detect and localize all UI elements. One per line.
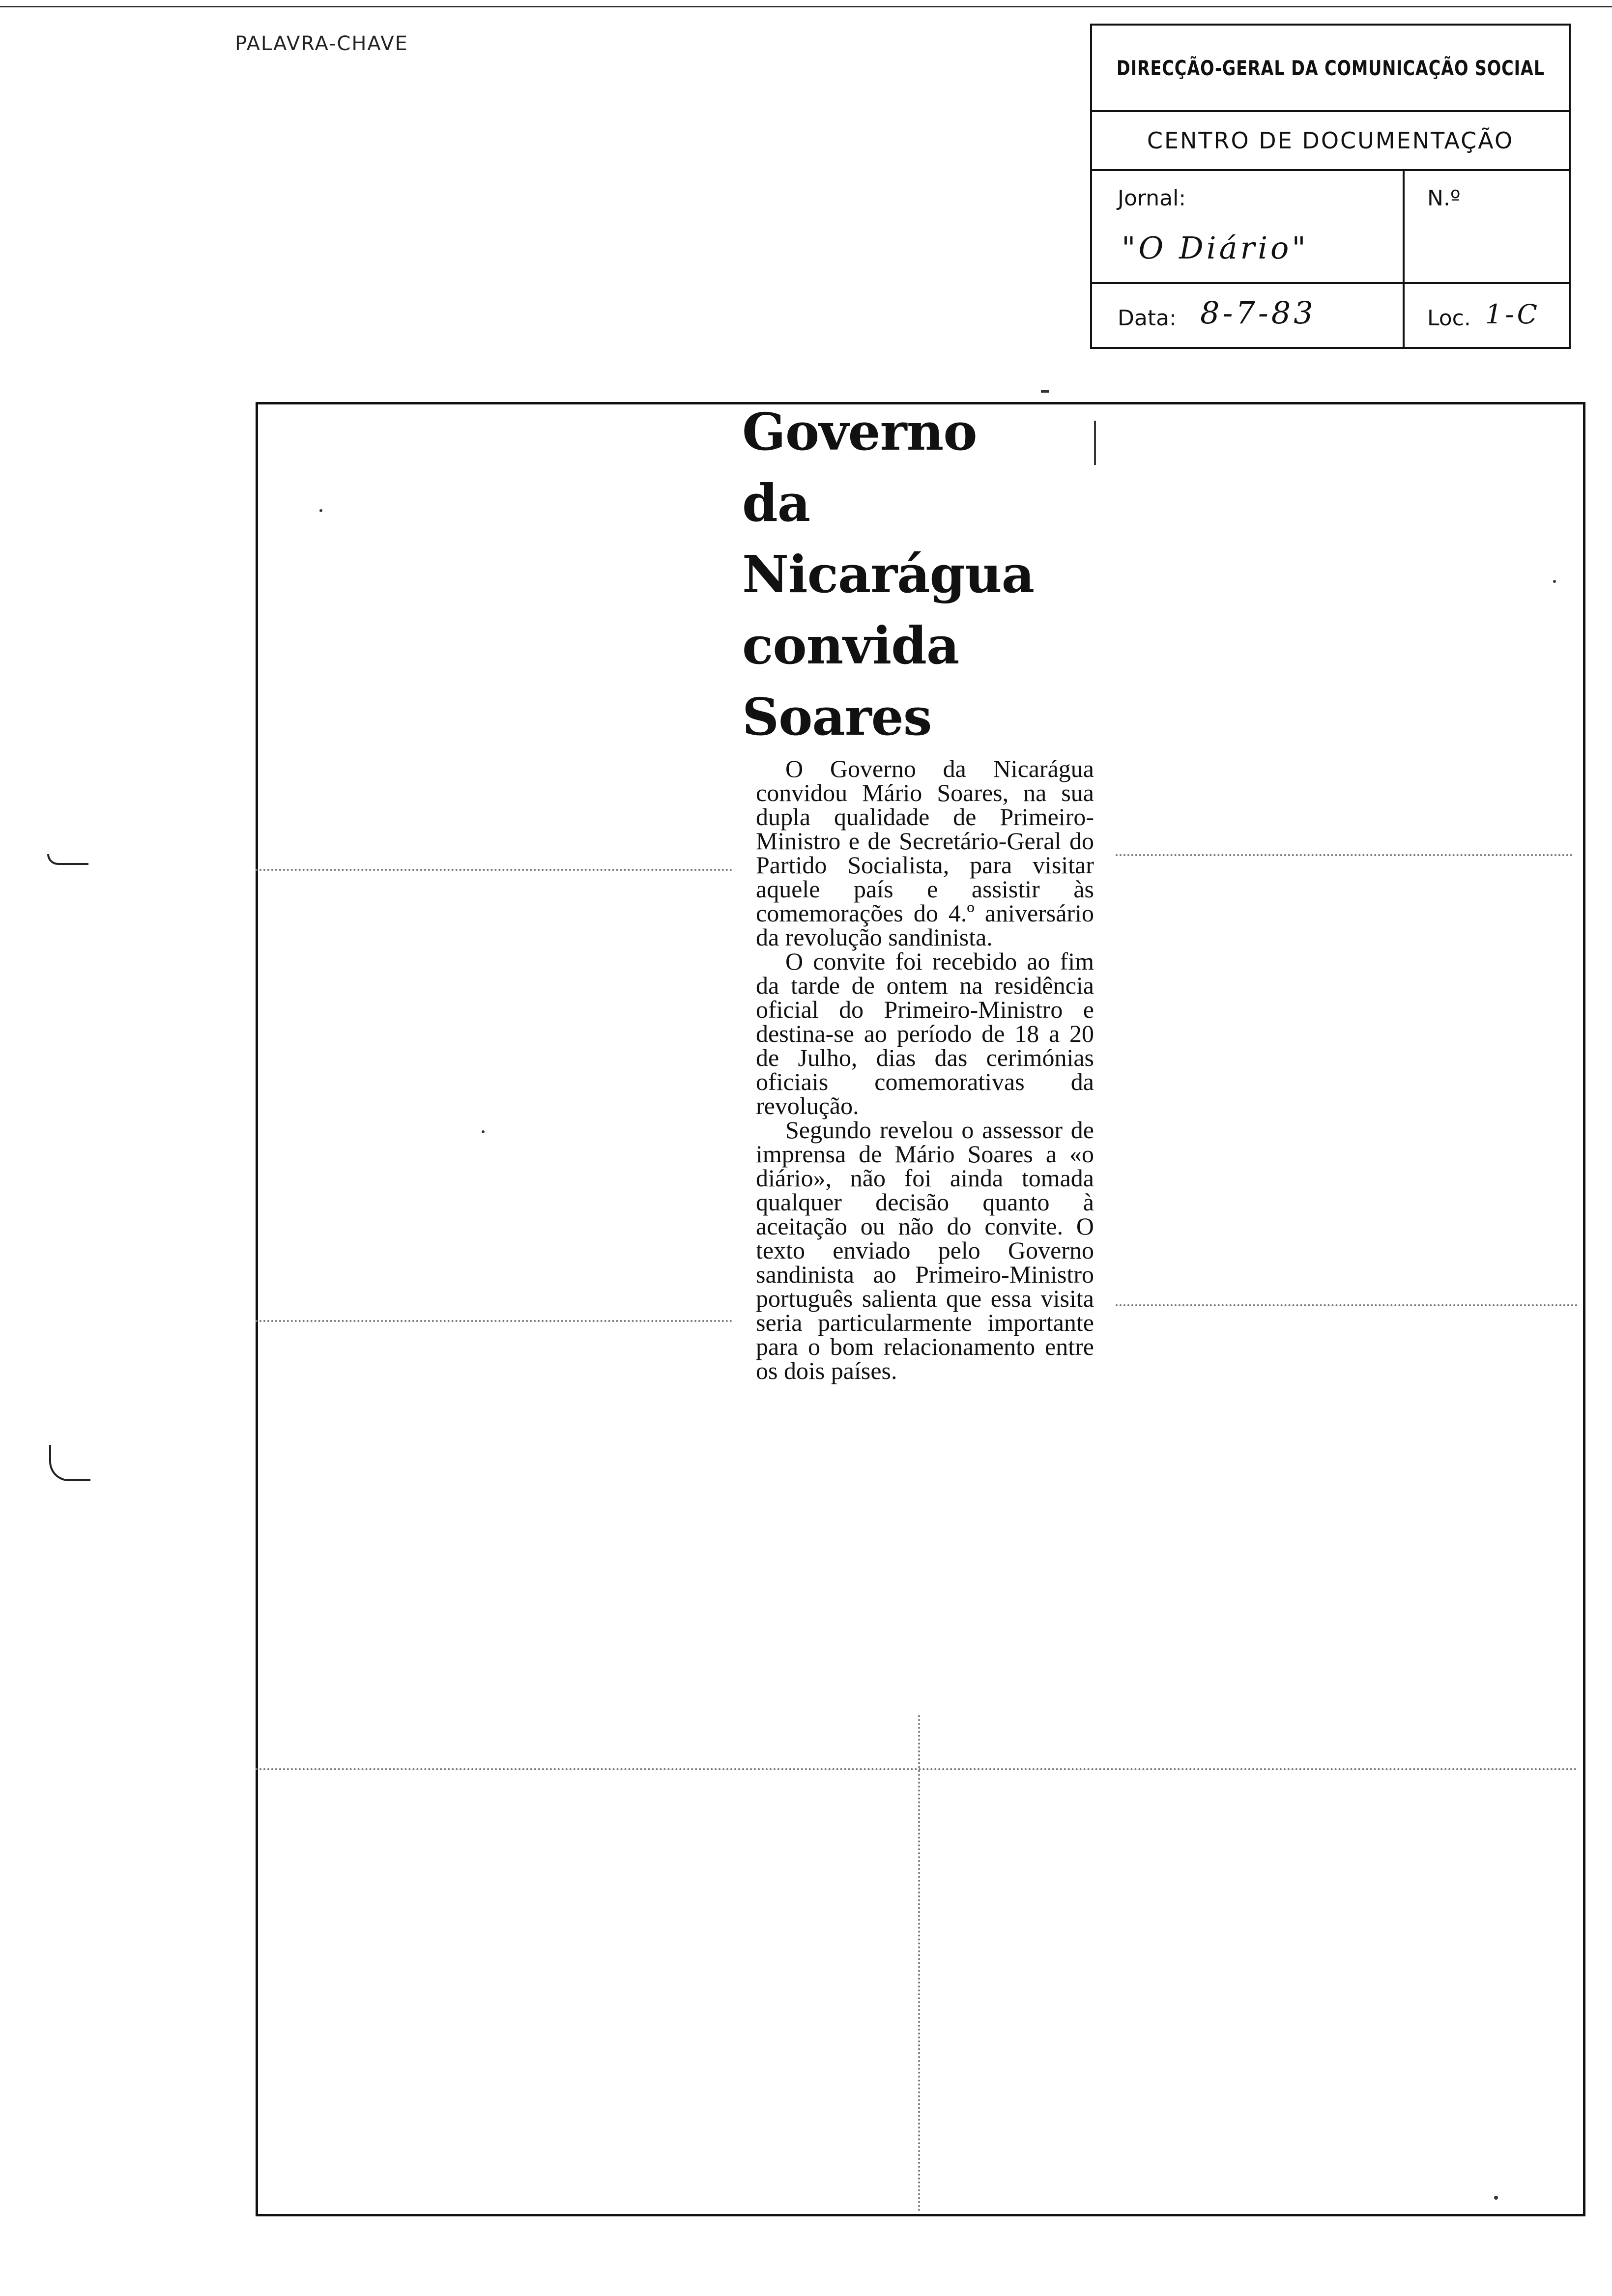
headline-line: Governo bbox=[742, 402, 977, 462]
stamp-organization-row bbox=[1092, 26, 1569, 112]
journal-label: Jornal: bbox=[1118, 186, 1186, 211]
headline-line: da bbox=[742, 473, 810, 533]
journal-value-handwritten: "O Diário" bbox=[1122, 230, 1309, 266]
column-guide-vertical bbox=[918, 1715, 920, 2211]
location-value-handwritten: 1-C bbox=[1485, 299, 1540, 330]
column-guide-right-1 bbox=[1116, 854, 1573, 856]
headline-line: convida bbox=[742, 615, 959, 676]
margin-mark bbox=[49, 1445, 90, 1481]
article-paragraph: Segundo revelou o assessor de imprensa de Mário Soares a «o diário», não foi ainda tomada qualquer decisão quanto à aceitação ou não do convite. O texto enviado pelo Governo sandinista ao Primeiro-Ministro português salienta que essa visita seria particularmente importante para o bom relacionamento entre os dois países. bbox=[756, 1116, 1094, 1384]
stamp-journal-row bbox=[1092, 171, 1569, 284]
scan-speck bbox=[1553, 580, 1556, 583]
stamp-centre: CENTRO DE DOCUMENTAÇÃO bbox=[1147, 127, 1514, 154]
column-guide-left-2 bbox=[256, 1320, 732, 1322]
column-guide-bottom bbox=[256, 1768, 1578, 1770]
stamp-date-row bbox=[1092, 284, 1569, 347]
margin-mark bbox=[47, 854, 88, 865]
scan-speck bbox=[1041, 390, 1049, 393]
column-guide-left-1 bbox=[256, 869, 732, 871]
date-value-handwritten: 8-7-83 bbox=[1200, 295, 1316, 331]
stamp-divider bbox=[1403, 171, 1405, 347]
article-paragraph: O convite foi recebido ao fim da tarde de ontem na residência oficial do Primeiro-Ministro e destina-se ao período de 18 a 20 de Julho, dias das cerimónias oficiais comemorativas da revolução. bbox=[756, 947, 1094, 1119]
headline-line: Soares bbox=[742, 687, 932, 747]
archive-stamp bbox=[1090, 24, 1571, 349]
number-label: N.º bbox=[1427, 186, 1461, 211]
stamp-centre-row bbox=[1092, 112, 1569, 171]
date-label: Data: bbox=[1118, 306, 1177, 331]
location-label: Loc. bbox=[1427, 306, 1471, 331]
stamp-organization: DIRECÇÃO-GERAL DA COMUNICAÇÃO SOCIAL bbox=[1116, 56, 1545, 80]
article-headline bbox=[742, 396, 1125, 752]
scan-speck bbox=[319, 509, 322, 512]
column-guide-right-2 bbox=[1116, 1304, 1578, 1306]
scan-speck bbox=[1094, 421, 1096, 465]
scan-speck bbox=[482, 1130, 485, 1133]
headline-line: Nicarágua bbox=[742, 544, 1035, 604]
article-paragraph: O Governo da Nicarágua convidou Mário Soares, na sua dupla qualidade de Primeiro-Ministro e de Secretário-Geral do Partido Socialista, para visitar aquele país e assistir às comemorações do 4.º aniversário da revolução sandinista. bbox=[756, 755, 1094, 951]
top-rule bbox=[0, 6, 1612, 7]
scan-speck bbox=[1494, 2196, 1498, 2200]
article-body bbox=[756, 757, 1094, 1383]
keyword-label: PALAVRA-CHAVE bbox=[235, 32, 408, 55]
